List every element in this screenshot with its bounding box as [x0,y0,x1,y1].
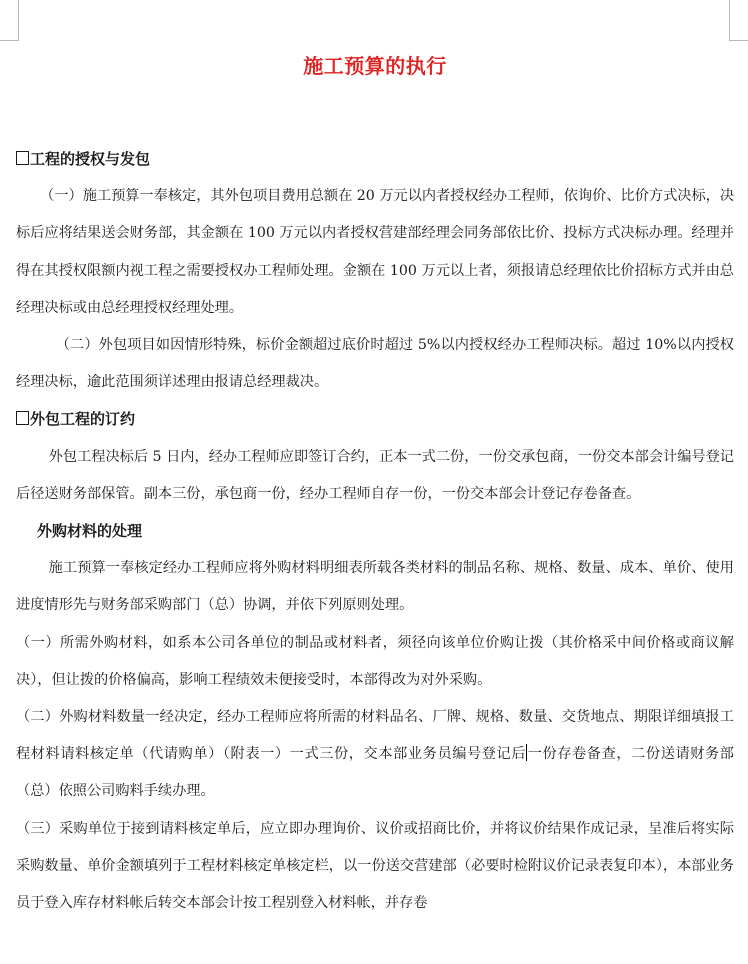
paragraph-authorization-2: （二）外包项目如因情形特殊，标价金额超过底价时超过 5%以内授权经办工程师决标。超过 10%以内授权经理决标，逾此范围须详述理由报请总经理裁决。 [16,337,734,391]
section-heading-text: 工程的授权与发包 [30,150,151,168]
section-heading-authorization [16,141,734,178]
paragraph-authorization-1: （一）施工预算一奉核定，其外包项目费用总额在 20 万元以内者授权经办工程师，依询价、比价方式决标，决标后应将结果送会财务部，其金额在 100 万元以内者授权营建部经理会同务部依比价、投标方式决标办理。经理并得在其授权限额内视工程之需要授权办工程师处理。金额在 100 万元以上者，须报请总经理依比价招标方式并由总经理决标或由总经理授权经理处理。 [16,188,735,316]
section-heading-materials: 外购材料的处理 [37,522,143,541]
paragraph-contract-1: 外包工程决标后 5 日内，经办工程师应即签订合约，正本一式二份，一份交承包商，一份交本部会计编号登记后径送财务部保管。副本三份，承包商一份，经办工程师自存一份，一份交本部会计登记存卷备查。 [16,448,734,502]
paragraph-materials-1: 施工预算一奉核定经办工程师应将外购材料明细表所载各类材料的制品名称、规格、数量、成本、单价、使用进度情形先与财务部采购部门（总）协调，并依下列原则处理。 [16,560,734,614]
checkbox-bullet-icon [16,151,29,165]
page-corner-mark-right [729,0,748,41]
paragraph-materials-3 [16,699,734,811]
checkbox-bullet-icon [16,411,29,425]
section-heading-contract [16,401,734,438]
paragraph-materials-2: （一）所需外购材料，如系本公司各单位的制品或材料者，须径向该单位价购让拨（其价格采中间价格或商议解决），但让拨的价格偏高，影响工程绩效未便接受时，本部得改为对外采购。 [16,634,734,688]
document-title: 施工预算的执行 [303,54,447,78]
paragraph-materials-3-continued: 一份存卷备查，二份送请财务部（总）依照公司购料手续办理。 [16,746,734,800]
section-heading-text: 外包工程的订约 [30,410,136,429]
paragraph-materials-3-text: （二）外购材料数量一经决定，经办工程师应将所需的材料品名、厂牌、规格、数量、交货地点、期限详细填报工程材料请料核定单（代请购单）（附表一）一式三份，交本部业务员编号登记后 [16,709,734,763]
paragraph-materials-4: （三）采购单位于接到请料核定单后，应立即办理询价、议价或招商比价，并将议价结果作成记录，呈准后将实际采购数量、单价金额填列于工程材料核定单核定栏，以一份送交营建部（必要时检附议价记录表复印本），本部业务员于登入库存材料帐后转交本部会计按工程别登入材料帐，并存卷 [16,820,734,912]
page-corner-mark-left [0,0,19,41]
document-body[interactable] [16,141,734,922]
